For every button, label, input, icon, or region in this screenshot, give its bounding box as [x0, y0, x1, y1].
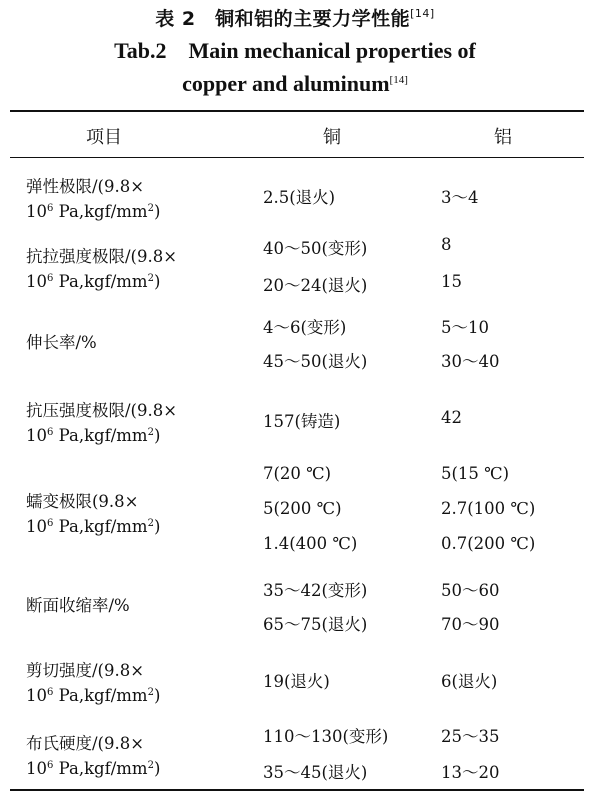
aluminum-value: 3～4 [441, 188, 479, 207]
row-label-text: 剪切强度/(9.8× [26, 661, 145, 680]
table-caption-chinese: 表 2 铜和铝的主要力学性能[14] [155, 7, 435, 30]
aluminum-value: 70～90 [441, 615, 500, 634]
table-top-rule [10, 110, 584, 112]
table-caption-english-line2: copper and aluminum[14] [182, 71, 408, 96]
copper-value: 45～50(退火) [263, 352, 368, 371]
copper-value: 110～130(变形) [263, 727, 389, 746]
aluminum-value: 5(15 ℃) [441, 464, 510, 483]
row-label-unit: $10^6$ $Pa,kgf/mm^2$) [26, 517, 161, 536]
row-label-text: 抗拉强度极限/(9.8× [26, 246, 178, 266]
aluminum-value: 30～40 [441, 352, 500, 371]
copper-value: 1.4(400 ℃) [263, 534, 358, 553]
row-label-text: 伸长率/% [26, 333, 97, 352]
aluminum-value: 8 [441, 235, 452, 254]
table-header-rule [10, 157, 584, 158]
aluminum-value: 6(退火) [441, 672, 498, 691]
row-label-text: 弹性极限/(9.8× [26, 177, 145, 196]
row-label-unit: $10^6$ $Pa,kgf/mm^2$) [26, 271, 161, 291]
aluminum-value: 50～60 [441, 581, 500, 600]
row-label [26, 595, 130, 617]
row-label-text: 断面收缩率/% [26, 596, 130, 615]
row-label-unit: $10^6$ $Pa,kgf/mm^2$) [26, 202, 161, 221]
aluminum-value: 5～10 [441, 318, 489, 337]
aluminum-value: 42 [441, 408, 462, 427]
aluminum-value: 13～20 [441, 763, 500, 782]
copper-value: 20～24(退火) [263, 276, 368, 295]
row-label-unit: $10^6$ $Pa,kgf/mm^2$) [26, 426, 161, 445]
copper-value: 157(铸造) [263, 412, 341, 431]
copper-value: 35～45(退火) [263, 763, 368, 782]
copper-value: 65～75(退火) [263, 615, 368, 634]
table-bottom-rule [10, 789, 584, 791]
header-copper: 铜 [323, 127, 341, 148]
aluminum-value: 2.7(100 ℃) [441, 499, 536, 518]
row-label [26, 332, 97, 354]
row-label [26, 491, 160, 538]
row-label [26, 400, 177, 447]
row-label [26, 246, 177, 293]
copper-value: 4～6(变形) [263, 318, 347, 337]
table-caption-english-line1: Tab.2 Main mechanical properties of [114, 38, 476, 63]
aluminum-value: 25～35 [441, 727, 500, 746]
reference-mark: [14] [389, 74, 408, 86]
row-label-unit: $10^6$ $Pa,kgf/mm^2$) [26, 759, 161, 778]
reference-mark: [14] [410, 7, 435, 20]
header-item: 项目 [86, 127, 122, 148]
copper-value: 5(200 ℃) [263, 499, 342, 518]
copper-value: 19(退火) [263, 672, 330, 691]
row-label [26, 176, 160, 223]
copper-value: 7(20 ℃) [263, 464, 332, 483]
row-label [26, 733, 160, 780]
row-label-text: 布氏硬度/(9.8× [26, 734, 145, 753]
copper-value: 2.5(退火) [263, 188, 336, 207]
row-label-text: 蠕变极限(9.8× [26, 492, 139, 511]
aluminum-value: 15 [441, 272, 462, 291]
row-label-text: 抗压强度极限/(9.8× [26, 401, 178, 420]
row-label [26, 660, 160, 707]
copper-value: 40～50(变形) [263, 239, 368, 258]
copper-value: 35～42(变形) [263, 581, 368, 600]
header-aluminum: 铝 [494, 127, 512, 148]
aluminum-value: 0.7(200 ℃) [441, 534, 536, 553]
row-label-unit: $10^6$ $Pa,kgf/mm^2$) [26, 686, 161, 705]
